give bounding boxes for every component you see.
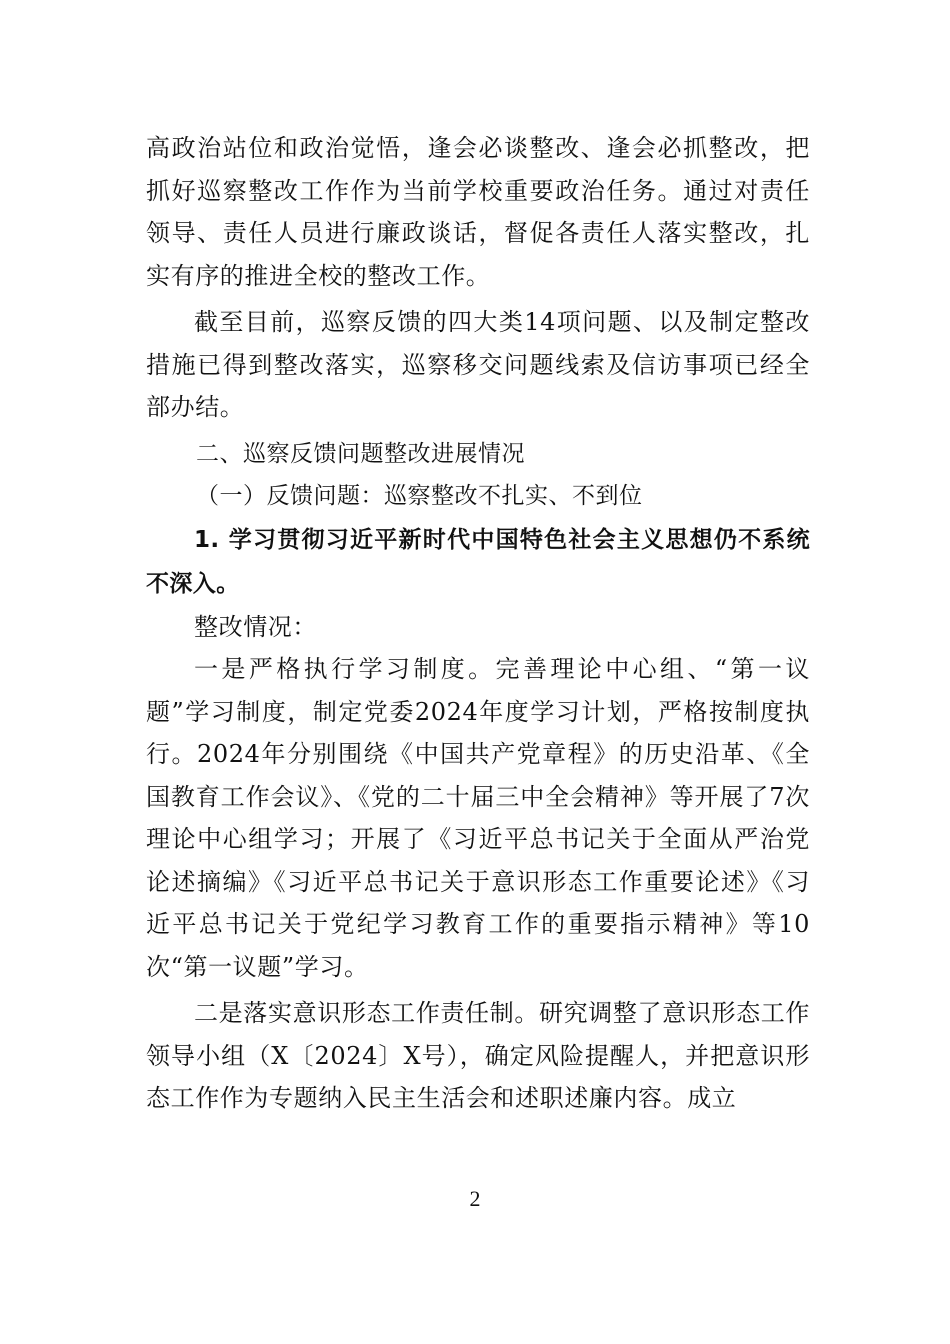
document-body xyxy=(146,127,810,1120)
section-heading: 二、巡察反馈问题整改进展情况 xyxy=(196,440,525,467)
paragraph-ideology-responsibility: 二是落实意识形态工作责任制。研究调整了意识形态工作领导小组（X〔2024〕X号），确定风险提醒人，并把意识形态工作作为专题纳入民主生活会和述职述廉内容。成立 xyxy=(146,999,810,1112)
paragraph-continuation: 高政治站位和政治觉悟，逢会必谈整改、逢会必抓整改，把抓好巡察整改工作作为当前学校重要政治任务。通过对责任领导、责任人员进行廉政谈话，督促各责任人落实整改，扎实有序的推进全校的整改工作。 xyxy=(146,134,810,290)
rectification-label: 整改情况： xyxy=(194,612,317,641)
issue-item-heading: 1. 学习贯彻习近平新时代中国特色社会主义思想仍不系统不深入。 xyxy=(146,526,810,597)
paragraph-study-system: 一是严格执行学习制度。完善理论中心组、“第一议题”学习制度，制定党委2024年度学习计划，严格按制度执行。2024年分别围绕《中国共产党章程》的历史沿革、《全国教育工作会议》、《党的二十届三中全会精神》等开展了7次理论中心组学习；开展了《习近平总书记关于全面从严治党论述摘编》《习近平总书记关于意识形态工作重要论述》《习近平总书记关于党纪学习教育工作的重要指示精神》等10次“第一议题”学习。 xyxy=(146,655,810,981)
subsection-heading: （一）反馈问题：巡察整改不扎实、不到位 xyxy=(196,483,643,509)
paragraph-progress-summary: 截至目前，巡察反馈的四大类14项问题、以及制定整改措施已得到整改落实，巡察移交问题线索及信访事项已经全部办结。 xyxy=(146,308,810,421)
page-number: 2 xyxy=(469,1186,481,1211)
